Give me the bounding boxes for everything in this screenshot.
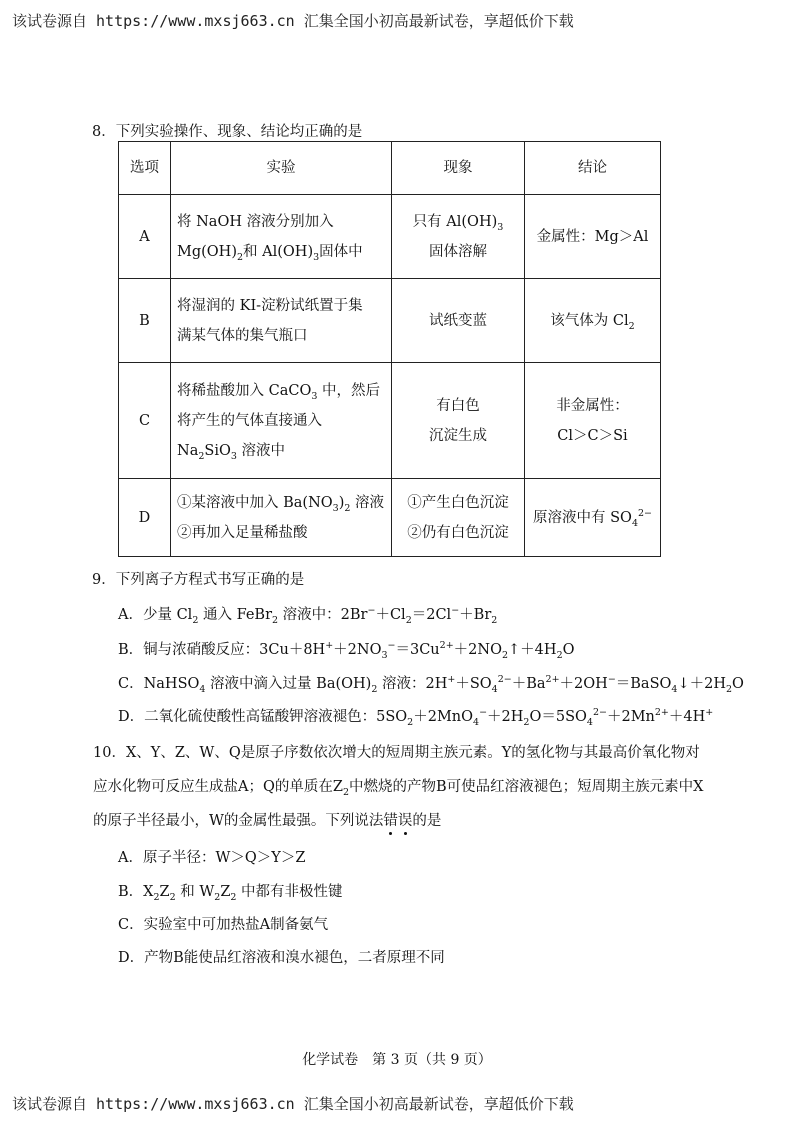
row-b-conclusion: 该气体为 $Cl_2$ bbox=[525, 279, 661, 363]
question-10-stem-part3: 的是 bbox=[412, 813, 442, 829]
table-row bbox=[119, 195, 661, 279]
row-a-phenomenon: 只有 $Al(OH)_3$ 固体溶解 bbox=[392, 195, 525, 279]
table-header-row bbox=[119, 142, 661, 195]
row-a-conclusion: 金属性：Mg＞Al bbox=[525, 195, 661, 279]
question-10-option-b: B．$X_2Z_2$ 和 $W_2Z_2$ 中都有非极性键 bbox=[118, 884, 343, 903]
question-10-stem-part1: 10．X、Y、Z、W、Q是原子序数依次增大的短周期主族元素。Y的氢化物与其最高价氧化物对应水化物可反应生成盐A；Q的单质在Z bbox=[93, 745, 700, 795]
emphasis-char-wu: 误 bbox=[397, 813, 413, 829]
row-b-option: B bbox=[119, 279, 171, 363]
question-9-stem: 9．下列离子方程式书写正确的是 bbox=[92, 572, 305, 588]
question-10-option-a: A．原子半径：W＞Q＞Y＞Z bbox=[118, 850, 306, 866]
source-banner-bottom: 该试卷源自 https://www.mxsj663.cn 汇集全国小初高最新试卷，享超低价下载 bbox=[12, 1095, 574, 1113]
source-banner-top: 该试卷源自 https://www.mxsj663.cn 汇集全国小初高最新试卷，享超低价下载 bbox=[12, 12, 574, 30]
header-experiment: 实验 bbox=[171, 142, 392, 195]
row-d-experiment: ①某溶液中加入 $Ba(NO_3)_2$ 溶液 ②再加入足量稀盐酸 bbox=[171, 479, 392, 557]
row-c-phenomenon: 有白色 沉淀生成 bbox=[392, 363, 525, 479]
page-footer: 化学试卷 第 3 页（共 9 页） bbox=[302, 1052, 492, 1068]
header-phenomenon: 现象 bbox=[392, 142, 525, 195]
row-d-option: D bbox=[119, 479, 171, 557]
row-a-option: A bbox=[119, 195, 171, 279]
question-10-option-c: C．实验室中可加热盐A制备氨气 bbox=[118, 917, 329, 933]
question-9-option-d: D．二氧化硫使酸性高锰酸钾溶液褪色：$5SO_2+2MnO_4^-+2H_2O=5SO_4^{2-}+2Mn^{2+}+4H^+$ bbox=[118, 707, 714, 728]
question-9-option-b: B．铜与浓硝酸反应：$3Cu+8H^++2NO_3^-=3Cu^{2+}+2NO_2↑+4H_2O$ bbox=[118, 640, 575, 661]
question-10-stem-part2: 中燃烧的产物B可使品红溶液褪色；短周期主族元素中X的原子半径最小，W的金属性最强。下列说法 bbox=[93, 779, 704, 829]
row-d-phenomenon: ①产生白色沉淀 ②仍有白色沉淀 bbox=[392, 479, 525, 557]
header-conclusion: 结论 bbox=[525, 142, 661, 195]
header-option: 选项 bbox=[119, 142, 171, 195]
question-9-option-c: C．NaHSO$_4$ 溶液中滴入过量 $Ba(OH)_2$ 溶液：$2H^++SO_4^{2-}+Ba^{2+}+2OH^-=BaSO_4↓+2H_2O$ bbox=[118, 674, 744, 695]
row-d-conclusion: 原溶液中有 $SO_4^{2-}$ bbox=[525, 479, 661, 557]
experiment-table bbox=[118, 141, 661, 557]
question-10-option-d: D．产物B能使品红溶液和溴水褪色，二者原理不同 bbox=[118, 950, 445, 966]
question-8-stem: 8．下列实验操作、现象、结论均正确的是 bbox=[92, 124, 363, 140]
row-c-option: C bbox=[119, 363, 171, 479]
table-row bbox=[119, 479, 661, 557]
row-b-phenomenon: 试纸变蓝 bbox=[392, 279, 525, 363]
row-b-experiment: 将湿润的 KI-淀粉试纸置于集 满某气体的集气瓶口 bbox=[171, 279, 392, 363]
table-row bbox=[119, 279, 661, 363]
question-9-option-a: A．少量 $Cl_2$ 通入 FeBr$_2$ 溶液中：$2Br^-+Cl_2=2Cl^-+Br_2$ bbox=[118, 605, 498, 626]
emphasis-char-cuo: 错 bbox=[383, 813, 398, 829]
row-c-conclusion: 非金属性： Cl＞C＞Si bbox=[525, 363, 661, 479]
question-10-stem: 10．X、Y、Z、W、Q是原子序数依次增大的短周期主族元素。Y的氢化物与其最高价氧化物对应水化物可反应生成盐A；Q的单质在$Z_2$中燃烧的产物B可使品红溶液褪色；短周期主族元素中X的原子半径最小，W的金属性最强。下列说法错误的是 bbox=[93, 745, 704, 829]
table-row bbox=[119, 363, 661, 479]
row-c-experiment: 将稀盐酸加入 CaCO$_3$ 中，然后 将产生的气体直接通入 $Na_2SiO_3$ 溶液中 bbox=[171, 363, 392, 479]
row-a-experiment: 将 NaOH 溶液分别加入 $Mg(OH)_2$和 $Al(OH)_3$固体中 bbox=[171, 195, 392, 279]
